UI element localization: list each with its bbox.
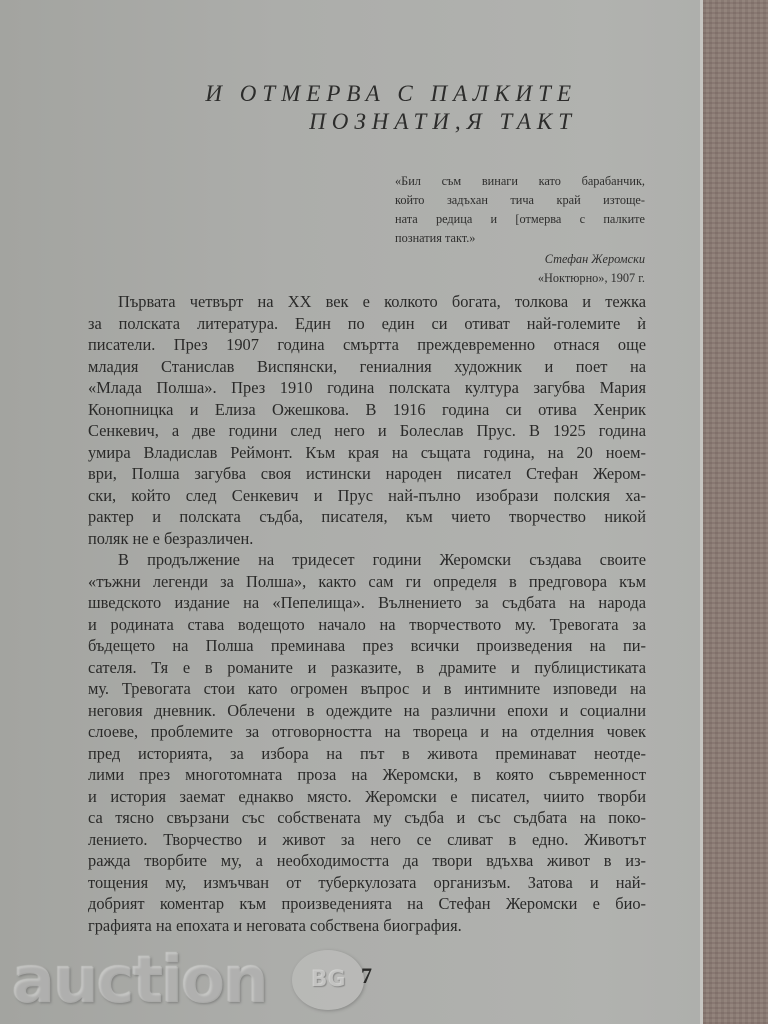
body-line: тощения му, измъчван от туберкулозата организъм. Затова и най- [88,872,646,892]
body-line: пред историята, за избора на път в живота преминават неотде- [88,743,646,763]
body-line: умира Владислав Реймонт. Към края на същата година, на 20 ноем- [88,442,646,462]
body-line: лението. Творчество и живот за него се сливат в едно. Животът [88,829,646,849]
body-line: Първата четвърт на XX век е колкото богата, толкова и тежка [118,292,646,311]
epigraph [395,172,645,288]
body-line: рактер и полската съдба, писателя, към чието творчество никой [88,507,646,526]
body-line: за полската литература. Един по един си отиват най-големите ѝ [88,313,646,333]
body-line: неговия дневник. Облечени в одеждите на различни епохи и социални [88,700,646,720]
chapter-title-line-1: И ОТМЕРВА С ПАЛКИТЕ [205,81,577,106]
body-line: Конопницка и Елиза Ожешкова. В 1916 година си отива Хенрик [88,399,646,419]
epigraph-author: Стефан Жеромски [544,252,645,266]
epigraph-line: ната редица и [отмерва с палките [395,212,645,226]
body-line: лими през многотомната проза на Жеромски, в която съвременност [88,765,646,784]
watermark-badge: BG [292,950,364,1010]
body-line: добрият коментар към произведенията на Стефан Жеромски е био- [88,894,646,913]
body-line: В продължение на тридесет години Жеромски създава своите [118,550,646,569]
fabric-backdrop [703,0,768,1024]
body-line: слоеве, проблемите за отговорността на твореца и на отделния човек [88,722,646,741]
body-line: и история заемат еднакво място. Жеромски е писател, чиито творби [88,786,646,806]
epigraph-line: познатия такт.» [395,231,476,245]
body-line: бъдещето на Полша преминава през всички произведения на пи- [88,636,646,655]
epigraph-line: който задъхан тича край изтоще- [395,193,645,207]
body-line: графията на епохата и неговата собствена биография. [88,915,462,935]
auction-watermark: auction [12,944,267,1018]
body-line: му. Тревогата стои като огромен въпрос и в интимните изповеди на [88,679,646,698]
chapter-title [205,80,577,136]
epigraph-source: «Ноктюрно», 1907 г. [537,271,645,285]
body-line: Сенкевич, а две години след него и Болеслав Прус. В 1925 година [88,421,646,440]
body-line: ври, Полша загубва своя истински народен писател Стефан Жером- [88,464,646,483]
body-text [88,291,646,936]
body-line: писатели. През 1907 година смъртта преждевременно отнася още [88,335,646,354]
body-line: ражда творбите му, а необходимостта да твори вдъхва живот в из- [88,851,646,870]
epigraph-line: «Бил съм винаги като барабанчик, [395,174,645,188]
page-number: 7 [361,963,372,988]
body-line: младия Станислав Виспянски, гениалния художник и поет на [88,356,646,376]
body-line: «тъжни легенди за Полша», както сам ги определя в предговора към [88,571,646,591]
body-line: са тясно свързани със собствената му съдба и със съдбата на поко- [88,808,646,827]
body-line: сателя. Тя е в романите и разказите, в драмите и публицистиката [88,657,646,677]
body-line: и родината става водещото начало на творчеството му. Тревогата за [88,614,646,634]
body-line: ски, който след Сенкевич и Прус най-пълно изобрази полския ха- [88,485,646,505]
body-line: шведското издание на «Пепелища». Вълнението за съдбата на народа [88,593,646,612]
chapter-title-line-2: ПОЗНАТИ,Я ТАКТ [309,109,577,134]
body-line: поляк не е безразличен. [88,528,254,548]
body-line: «Млада Полша». През 1910 година полската култура загубва Мария [88,378,646,397]
